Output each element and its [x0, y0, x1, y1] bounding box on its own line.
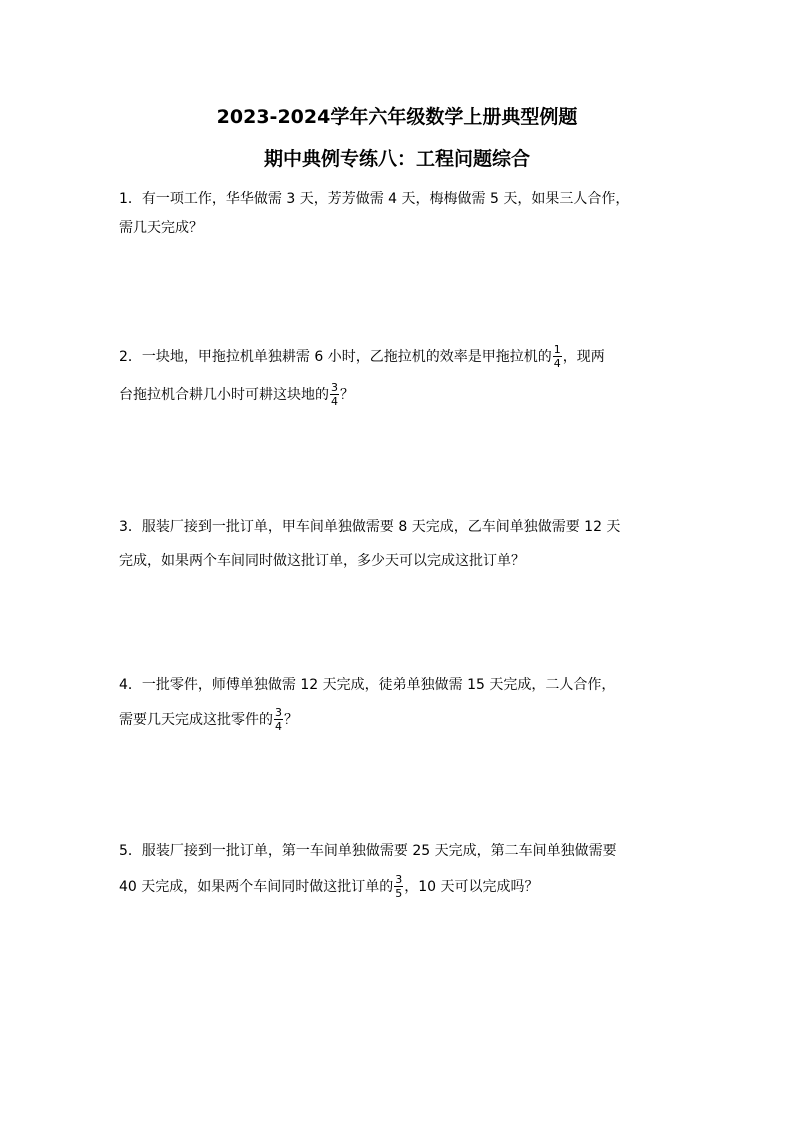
- question-5-line-2: [119, 872, 539, 900]
- question-4-line-1: 4．一批零件，师傅单独做需 12 天完成，徒弟单独做需 15 天完成，二人合作，: [119, 677, 616, 693]
- fraction-numerator: 3: [275, 705, 282, 719]
- fraction-denominator: 4: [331, 394, 338, 408]
- question-1-line-2: 需几天完成？: [119, 220, 203, 236]
- question-2-line-1: [119, 342, 605, 370]
- question-2-line-2: [119, 380, 354, 408]
- fraction-three-quarters: [330, 381, 339, 408]
- fraction-denominator: 4: [275, 719, 282, 733]
- question-5-text-a: 40 天完成，如果两个车间同时做这批订单的: [119, 879, 394, 895]
- question-5-line-1: 5．服装厂接到一批订单，第一车间单独做需要 25 天完成，第二车间单独做需要: [119, 843, 617, 859]
- fraction-denominator: 5: [395, 886, 403, 900]
- fraction-numerator: 3: [331, 380, 338, 394]
- fraction-numerator: 1: [553, 342, 561, 356]
- question-2-text-c: 台拖拉机合耕几小时可耕这块地的: [119, 387, 329, 403]
- question-2-text-b: ，现两: [562, 349, 605, 365]
- fraction-numerator: 3: [395, 872, 403, 886]
- fraction-denominator: 4: [553, 356, 561, 370]
- question-2-text-a: 2．一块地，甲拖拉机单独耕需 6 小时，乙拖拉机的效率是甲拖拉机的: [119, 349, 552, 365]
- page-subtitle: 期中典例专练八：工程问题综合: [263, 148, 530, 170]
- question-3-line-2: 完成，如果两个车间同时做这批订单，多少天可以完成这批订单？: [119, 553, 525, 569]
- question-1-line-1: 1．有一项工作，华华做需 3 天，芳芳做需 4 天，梅梅做需 5 天，如果三人合作，: [119, 191, 630, 207]
- page-title: 2023-2024学年六年级数学上册典型例题: [216, 106, 578, 128]
- question-3-line-1: 3．服装厂接到一批订单，甲车间单独做需要 8 天完成，乙车间单独做需要 12 天: [119, 519, 621, 535]
- fraction-three-quarters: [274, 706, 283, 733]
- question-2-text-d: ？: [340, 387, 354, 403]
- question-5-text-b: ，10 天可以完成吗？: [404, 879, 539, 895]
- question-4-line-2: [119, 705, 298, 733]
- question-4-text-a: 需要几天完成这批零件的: [119, 712, 273, 728]
- fraction-one-quarter: [553, 343, 562, 370]
- fraction-three-fifths: [394, 873, 403, 900]
- question-4-text-b: ？: [284, 712, 298, 728]
